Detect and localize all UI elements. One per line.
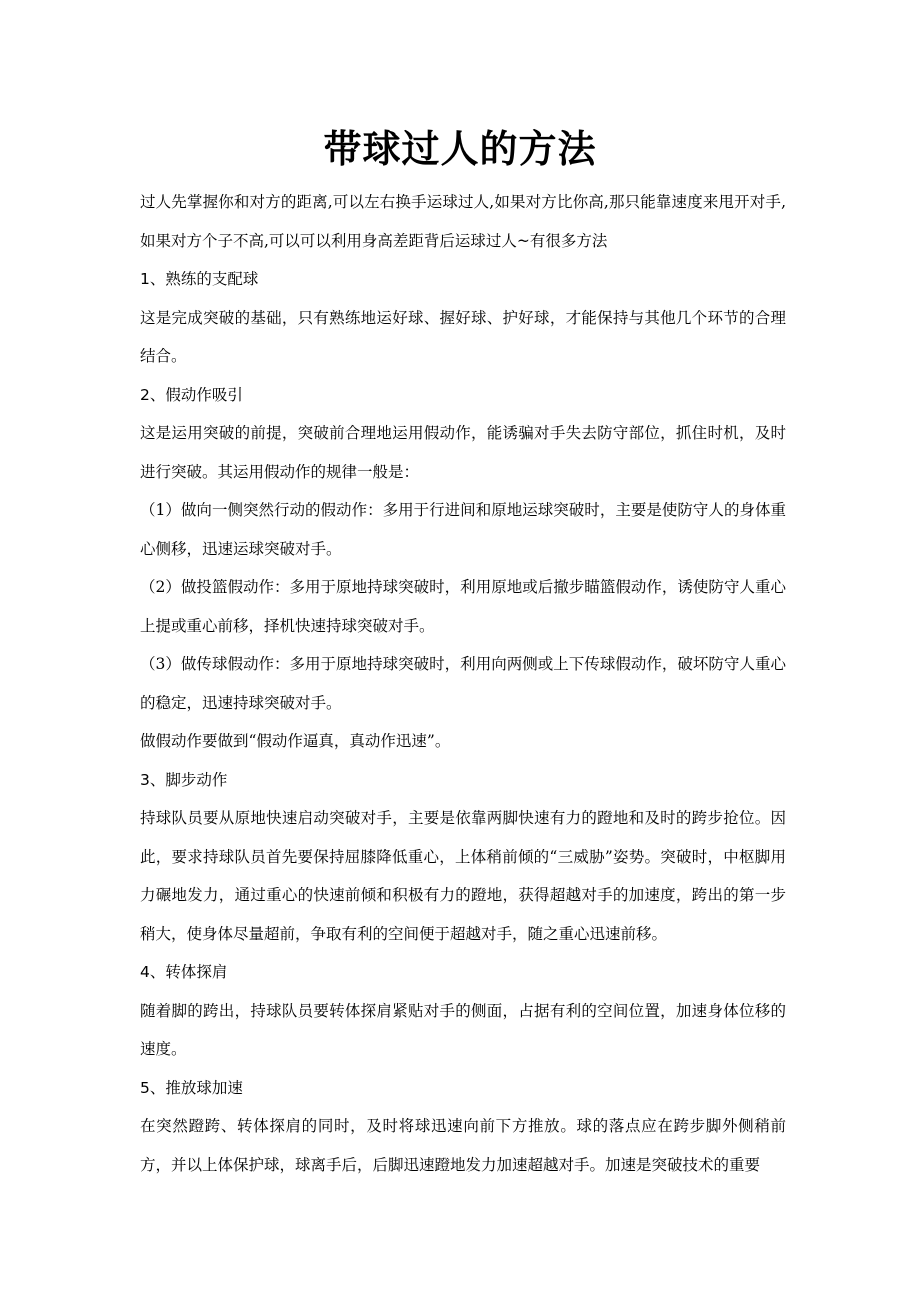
body-paragraph: 做假动作要做到“假动作逼真，真动作迅速”。	[140, 732, 451, 750]
body-paragraph: 这是完成突破的基础，只有熟练地运好球、握好球、护好球，才能保持与其他几个环节的合理结合。	[140, 308, 786, 365]
section-heading: 1、熟练的支配球	[140, 270, 259, 288]
body-paragraph: （1）做向一侧突然行动的假动作：多用于行进间和原地运球突破时，主要是使防守人的身体重心侧移，迅速运球突破对手。	[140, 501, 786, 558]
body-paragraph: 这是运用突破的前提，突破前合理地运用假动作，能诱骗对手失去防守部位，抓住时机，及时进行突破。其运用假动作的规律一般是：	[140, 424, 786, 481]
section-heading: 5、推放球加速	[140, 1078, 243, 1097]
body-paragraph: （3）做传球假动作：多用于原地持球突破时，利用向两侧或上下传球假动作，破坏防守人重心的稳定，迅速持球突破对手。	[140, 655, 786, 712]
body-paragraph: 在突然蹬跨、转体探肩的同时，及时将球迅速向前下方推放。球的落点应在跨步脚外侧稍前方，并以上体保护球，球离手后，后脚迅速蹬地发力加速超越对手。加速是突破技术的重要	[140, 1117, 786, 1174]
body-paragraph: （2）做投篮假动作：多用于原地持球突破时，利用原地或后撤步瞄篮假动作，诱使防守人重心上提或重心前移，择机快速持球突破对手。	[140, 578, 786, 635]
section-heading: 4、转体探肩	[140, 963, 228, 981]
document-title: 带球过人的方法	[323, 127, 597, 171]
intro-paragraph: 过人先掌握你和对方的距离,可以左右换手运球过人,如果对方比你高,那只能靠速度来甩开对手,如果对方个子不高,可以可以利用身高差距背后运球过人~有很多方法	[140, 193, 786, 250]
body-paragraph: 持球队员要从原地快速启动突破对手，主要是依靠两脚快速有力的蹬地和及时的跨步抢位。因此，要求持球队员首先要保持屈膝降低重心，上体稍前倾的“三威胁”姿势。突破时，中枢脚用力碾地发力，通过重心的快速前倾和积极有力的蹬地，获得超越对手的加速度，跨出的第一步稍大，使身体尽量超前，争取有利的空间便于超越对手，随之重心迅速前移。	[140, 809, 786, 943]
body-paragraph: 随着脚的跨出，持球队员要转体探肩紧贴对手的侧面，占据有利的空间位置，加速身体位移的速度。	[140, 1001, 786, 1058]
section-heading: 3、脚步动作	[140, 770, 228, 789]
section-heading: 2、假动作吸引	[140, 385, 243, 404]
document-body	[140, 183, 786, 1184]
